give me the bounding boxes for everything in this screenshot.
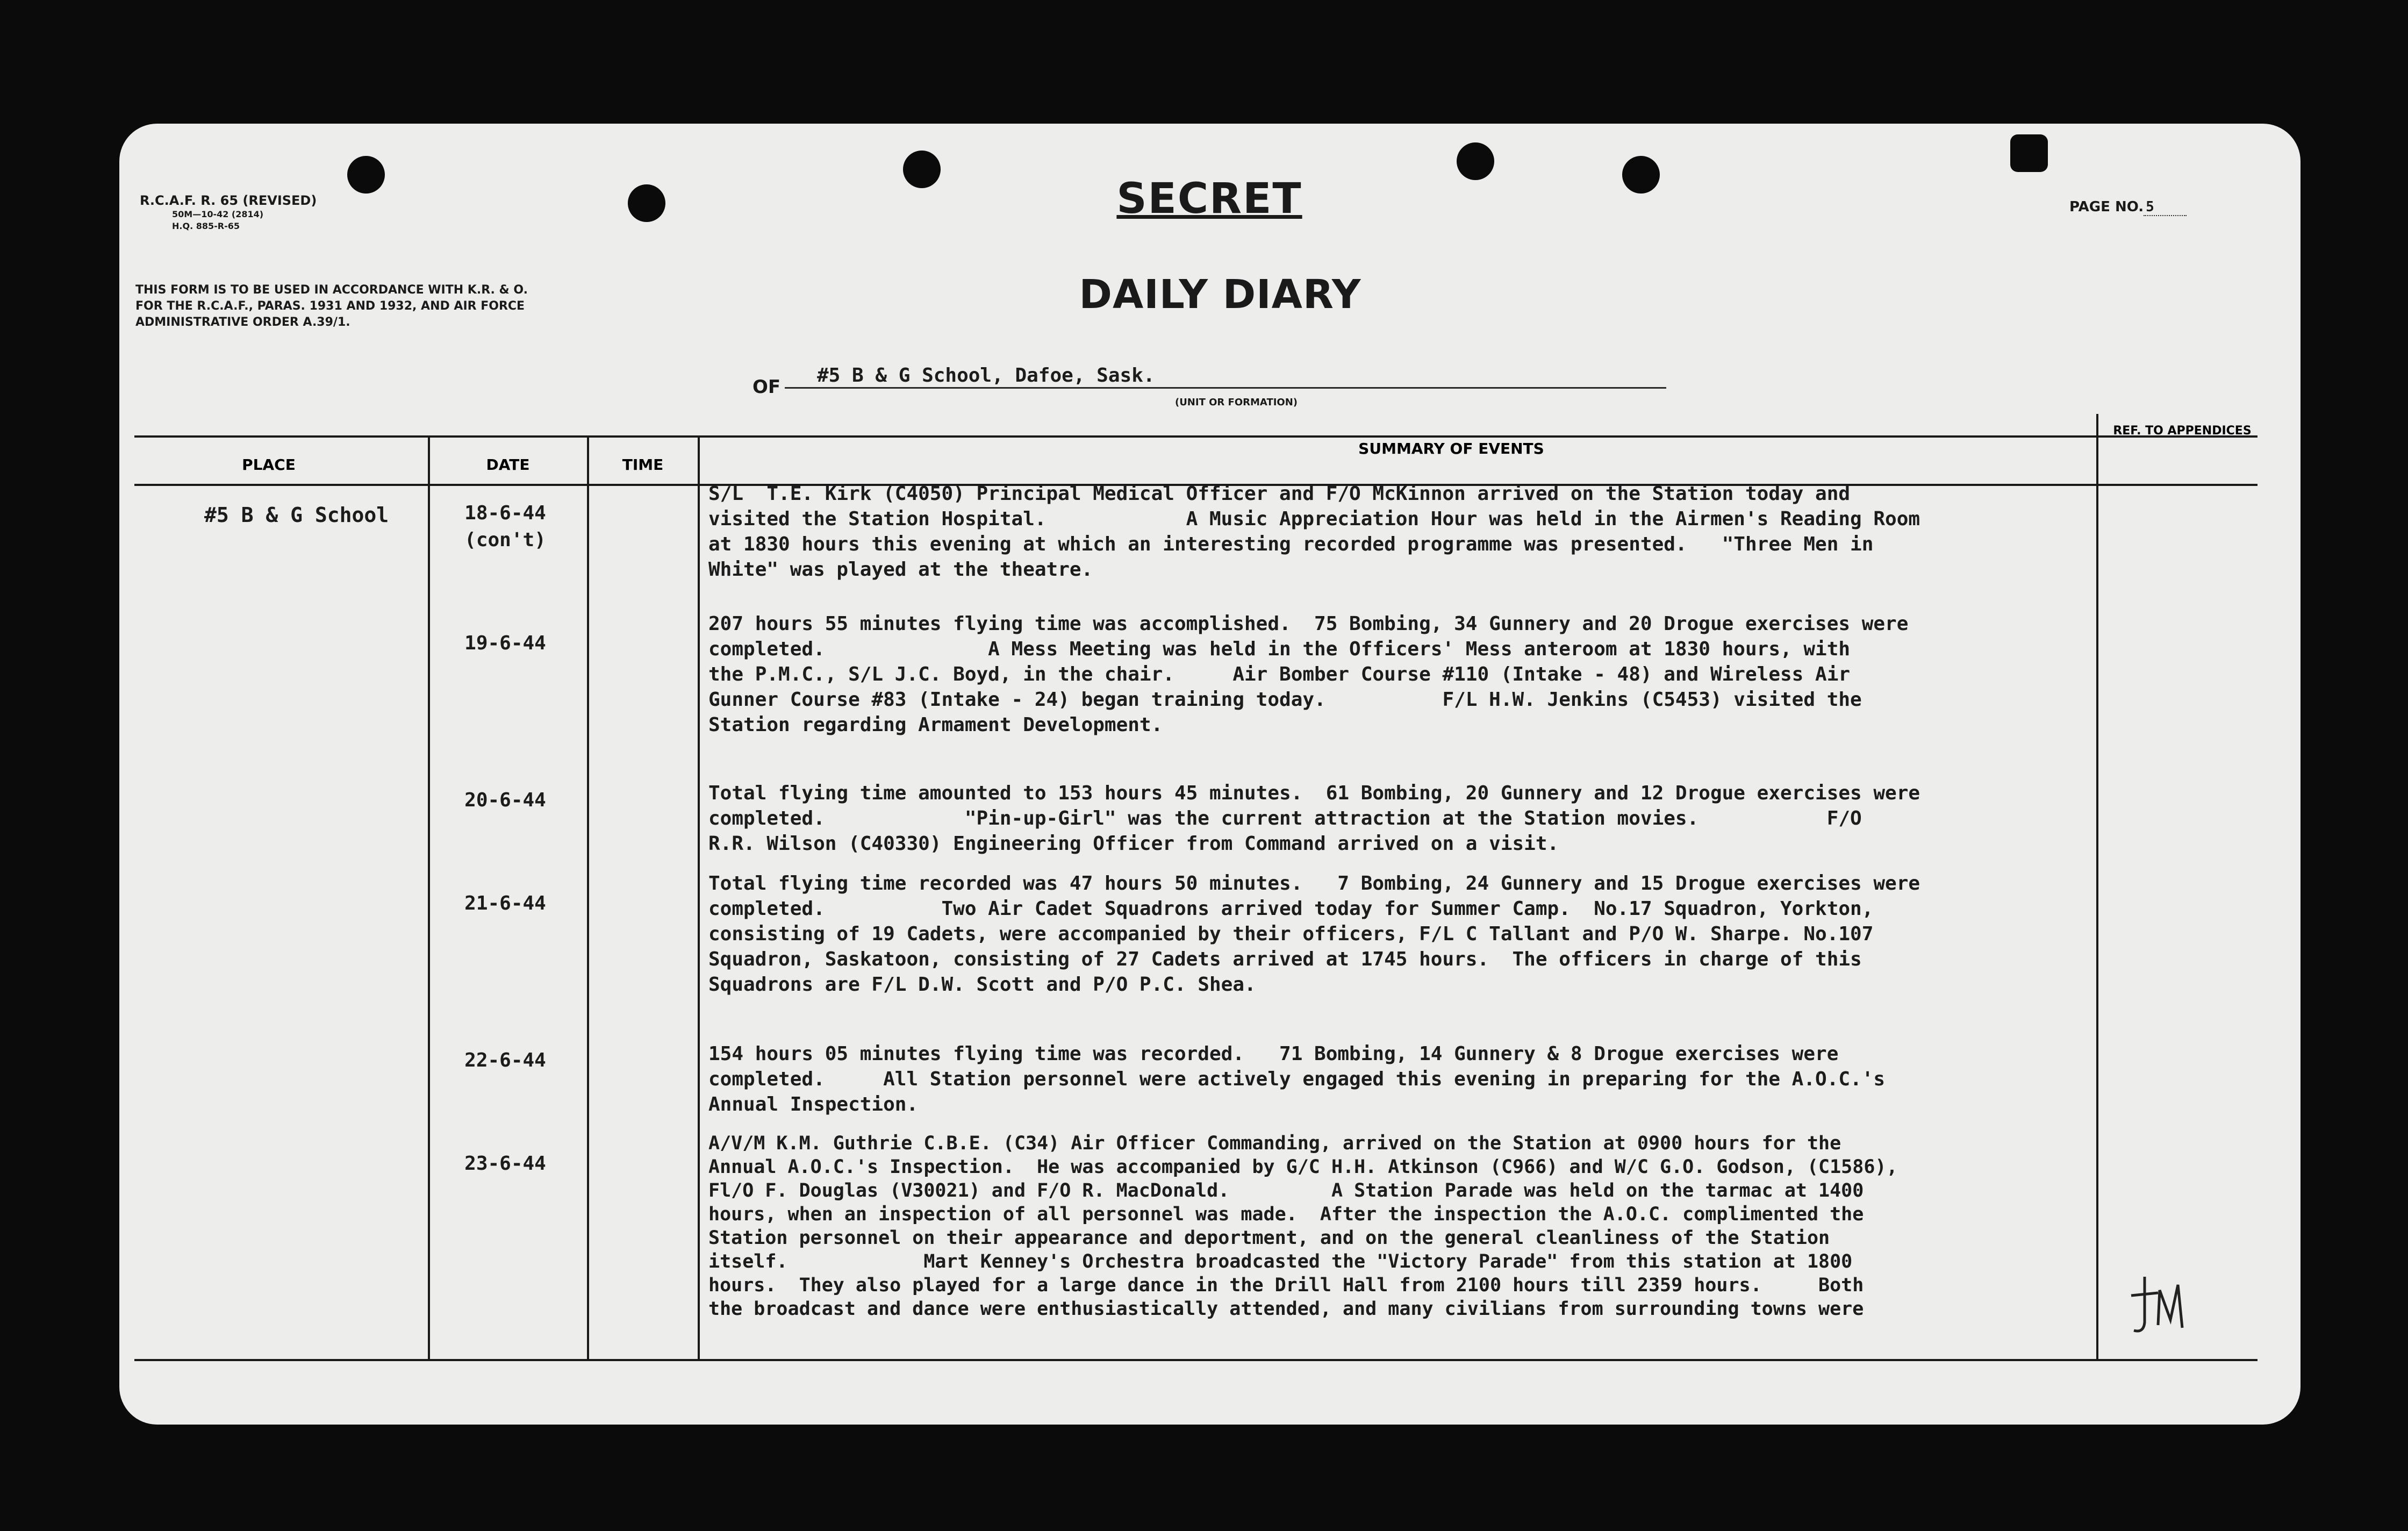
- entry-summary: 154 hours 05 minutes flying time was recorded. 71 Bombing, 14 Gunnery & 8 Drogue exercises were completed. All Station personnel were actively engaged this evening in preparing for the A.O.C.'s Annual Inspection.: [708, 1043, 1886, 1115]
- entry-summary: 207 hours 55 minutes flying time was accomplished. 75 Bombing, 34 Gunnery and 20 Drogue exercises were completed. A Mess Meeting was held in the Officers' Mess anteroom at 1830 hours, with the P.M.C., S/L J.C. Boyd, in the chair. Air Bomber Course #110 (Intake - 48) and Wireless Air Gunner Course #83 (Intake - 24) began training today. F/L H.W. Jenkins (C5453) visited the Station regarding Armament Development.: [708, 613, 1909, 736]
- entry-summary: A/V/M K.M. Guthrie C.B.E. (C34) Air Officer Commanding, arrived on the Station at 0900 hours for the Annual A.O.C.'s Inspection. He was accompanied by G/C H.H. Atkinson (C966) and W/C G.O. Godson, (C1586), Fl/O F. Douglas (V30021) and F/O R. MacDonald. A Station Parade was held on the tarmac at 1400 hours, when an inspection of all personnel was made. After the inspection the A.O.C. complimented the Station personnel on their appearance and deportment, and on the general cleanliness of the Station itself. Mart Kenney's Orchestra broadcasted the "Victory Parade" from this station at 1800 hours. They also played for a large dance in the Drill Hall from 2100 hours till 2359 hours. Both the broadcast and dance were enthusiastically attended, and many civilians from surrounding towns were: [708, 1133, 1898, 1320]
- entry-date: 19-6-44: [464, 632, 546, 654]
- entry-summary: S/L T.E. Kirk (C4050) Principal Medical Officer and F/O McKinnon arrived on the Station today and visited the Station Hospital. A Music Appreciation Hour was held in the Airmen's Reading Room at 1830 hours this evening at which an interesting recorded programme was presented. "Three Men in White" was played at the theatre.: [708, 483, 1920, 581]
- column-divider: [698, 437, 700, 1359]
- entry-date: 20-6-44: [464, 789, 546, 811]
- punch-hole: [628, 184, 665, 222]
- punch-hole: [2010, 134, 2048, 172]
- table-bottom-rule: [134, 1359, 2258, 1361]
- form-id: R.C.A.F. R. 65 (REVISED): [140, 193, 317, 208]
- column-divider: [428, 437, 430, 1359]
- entry-summary: Total flying time recorded was 47 hours 50 minutes. 7 Bombing, 24 Gunnery and 15 Drogue exercises were completed. Two Air Cadet Squadrons arrived today for Summer Camp. No.17 Squadron, Yorkton, consisting of 19 Cadets, were accompanied by their officers, F/L C Tallant and P/O W. Sharpe. No.107 Squadron, Saskatoon, consisting of 27 Cadets arrived at 1745 hours. The officers in charge of this Squadrons are F/L D.W. Scott and P/O P.C. Shea.: [708, 872, 1920, 996]
- column-divider: [587, 437, 589, 1359]
- page-number-field: [2069, 199, 2187, 215]
- punch-hole: [1457, 142, 1494, 180]
- column-header-time: TIME: [622, 456, 664, 474]
- handwritten-signature: [2128, 1269, 2193, 1339]
- unit-caption: (UNIT OR FORMATION): [1174, 397, 1298, 408]
- entry-summary: Total flying time amounted to 153 hours 45 minutes. 61 Bombing, 20 Gunnery and 12 Drogue exercises were completed. "Pin-up-Girl" was the current attraction at the Station movies. F/O R.R. Wilson (C40330) Engineering Officer from Command arrived on a visit.: [708, 782, 1920, 855]
- form-print-code: 50M—10-42 (2814): [172, 209, 264, 219]
- column-header-ref: REF. TO APPENDICES: [2113, 424, 2252, 438]
- form-instructions: THIS FORM IS TO BE USED IN ACCORDANCE WITH K.R. & O. FOR THE R.C.A.F., PARAS. 1931 AND 1932, AND AIR FORCE ADMINISTRATIVE ORDER A.39/1.: [135, 283, 528, 329]
- entry-date: 21-6-44: [464, 892, 546, 914]
- unit-of-label: OF: [752, 376, 781, 398]
- page-title: DAILY DIARY: [1079, 271, 1361, 318]
- classification-stamp: SECRET: [1116, 175, 1302, 223]
- column-header-place: PLACE: [242, 456, 296, 474]
- entry-date: 18-6-44 (con't): [464, 502, 546, 551]
- form-identifier: [140, 192, 317, 232]
- punch-hole: [1622, 156, 1660, 194]
- punch-hole: [347, 156, 385, 194]
- punch-hole: [903, 151, 941, 188]
- place-value: #5 B & G School: [204, 503, 389, 527]
- table-top-rule: [134, 435, 2258, 438]
- unit-name: #5 B & G School, Dafoe, Sask.: [817, 364, 1155, 387]
- page-number-label: PAGE NO.: [2069, 199, 2144, 215]
- column-header-summary: SUMMARY OF EVENTS: [1358, 440, 1544, 457]
- page-number-value: 5: [2144, 199, 2187, 216]
- entry-date: 23-6-44: [464, 1153, 546, 1175]
- column-header-date: DATE: [486, 456, 530, 474]
- form-hq-code: H.Q. 885-R-65: [172, 221, 240, 231]
- entry-date: 22-6-44: [464, 1049, 546, 1071]
